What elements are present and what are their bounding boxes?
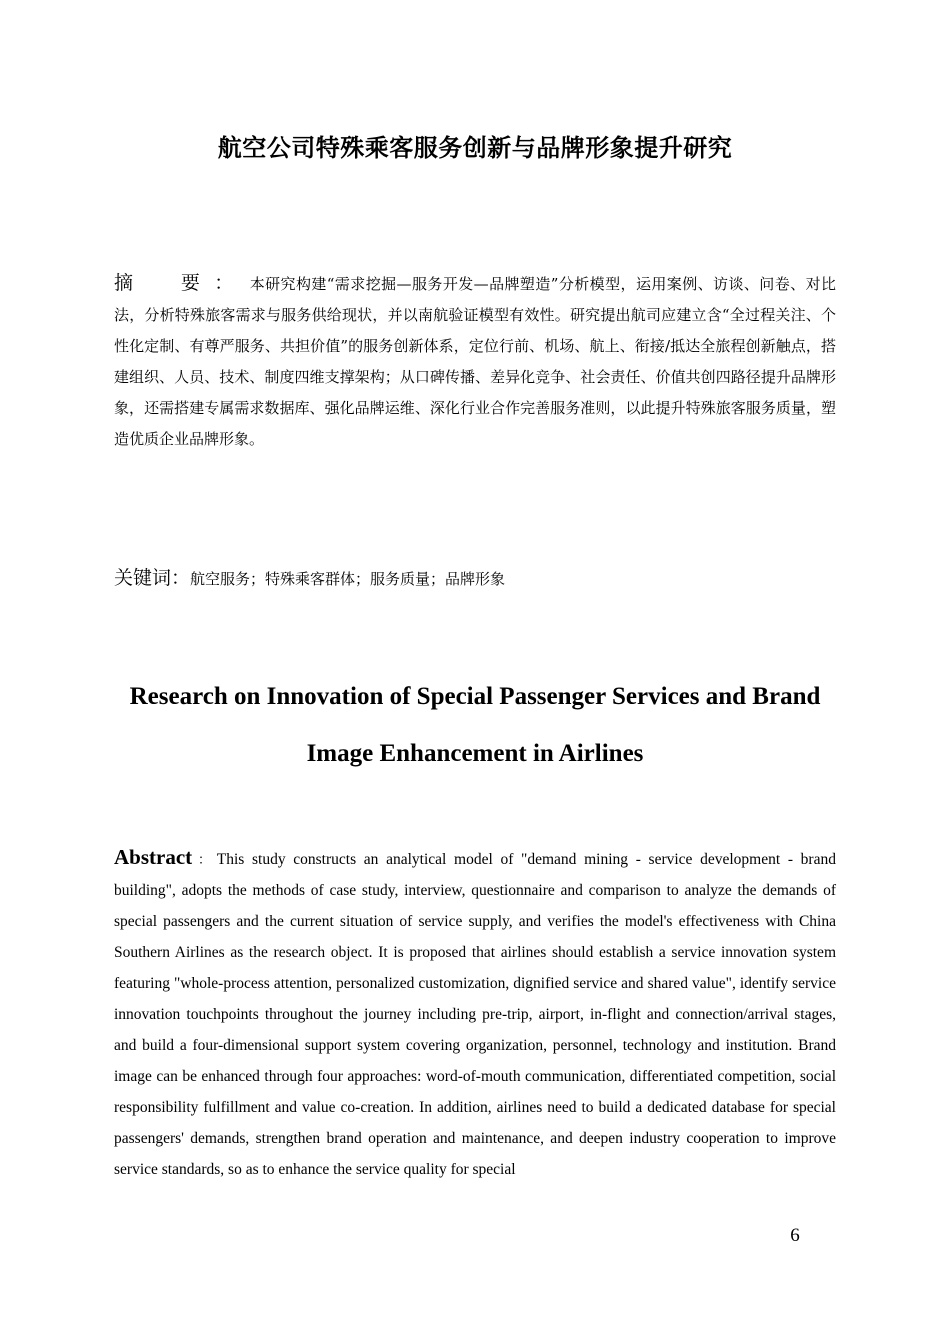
chinese-keywords-label: 关键词： bbox=[114, 567, 191, 589]
page-number: 6 bbox=[790, 1225, 800, 1246]
chinese-abstract bbox=[114, 268, 836, 455]
chinese-abstract-label: 摘 要： bbox=[114, 272, 248, 294]
chinese-abstract-text: 本研究构建“需求挖掘—服务开发—品牌塑造”分析模型，运用案例、访谈、问卷、对比法，分析特殊旅客需求与服务供给现状，并以南航验证模型有效性。研究提出航司应建立含“全过程关注、个性化定制、有尊严服务、共担价值”的服务创新体系，定位行前、机场、航上、衔接/抵达全旅程创新触点，搭建组织、人员、技术、制度四维支撑架构；从口碑传播、差异化竞争、社会责任、价值共创四路径提升品牌形象，还需搭建专属需求数据库、强化品牌运维、深化行业合作完善服务准则，以此提升特殊旅客服务质量，塑造优质企业品牌形象。 bbox=[114, 275, 836, 448]
chinese-keywords-text: 航空服务；特殊乘客群体；服务质量；品牌形象 bbox=[190, 570, 506, 588]
english-abstract-label: Abstract bbox=[114, 845, 193, 869]
english-abstract-text: This study constructs an analytical model of "demand mining - service development - brand building", adopts the methods of case study, interview, questionnaire and comparison to analyze the demands of special passengers and the current situation of service supply, and verifies the model's effectiveness with China Southern Airlines as the research object. It is proposed that airlines should establish a service innovation system featuring "whole-process attention, personalized customization, dignified service and shared value", identify service innovation touchpoints throughout the journey including pre-trip, airport, in-flight and connection/arrival stages, and build a four-dimensional support system covering organization, personnel, technology and institution. Brand image can be enhanced through four approaches: word-of-mouth communication, differentiated competition, social responsibility fulfillment and value co-creation. In addition, airlines need to build a dedicated database for special passengers' demands, strengthen brand operation and maintenance, and deepen industry cooperation to improve service standards, so as to enhance the service quality for special bbox=[114, 851, 836, 1178]
chinese-keywords bbox=[114, 563, 836, 590]
chinese-title: 航空公司特殊乘客服务创新与品牌形象提升研究 bbox=[217, 134, 733, 162]
english-abstract bbox=[114, 842, 836, 1185]
english-title: Research on Innovation of Special Passenger Services and Brand Image Enhancement in Airlines bbox=[129, 683, 821, 767]
english-abstract-separator: ： bbox=[194, 852, 215, 867]
